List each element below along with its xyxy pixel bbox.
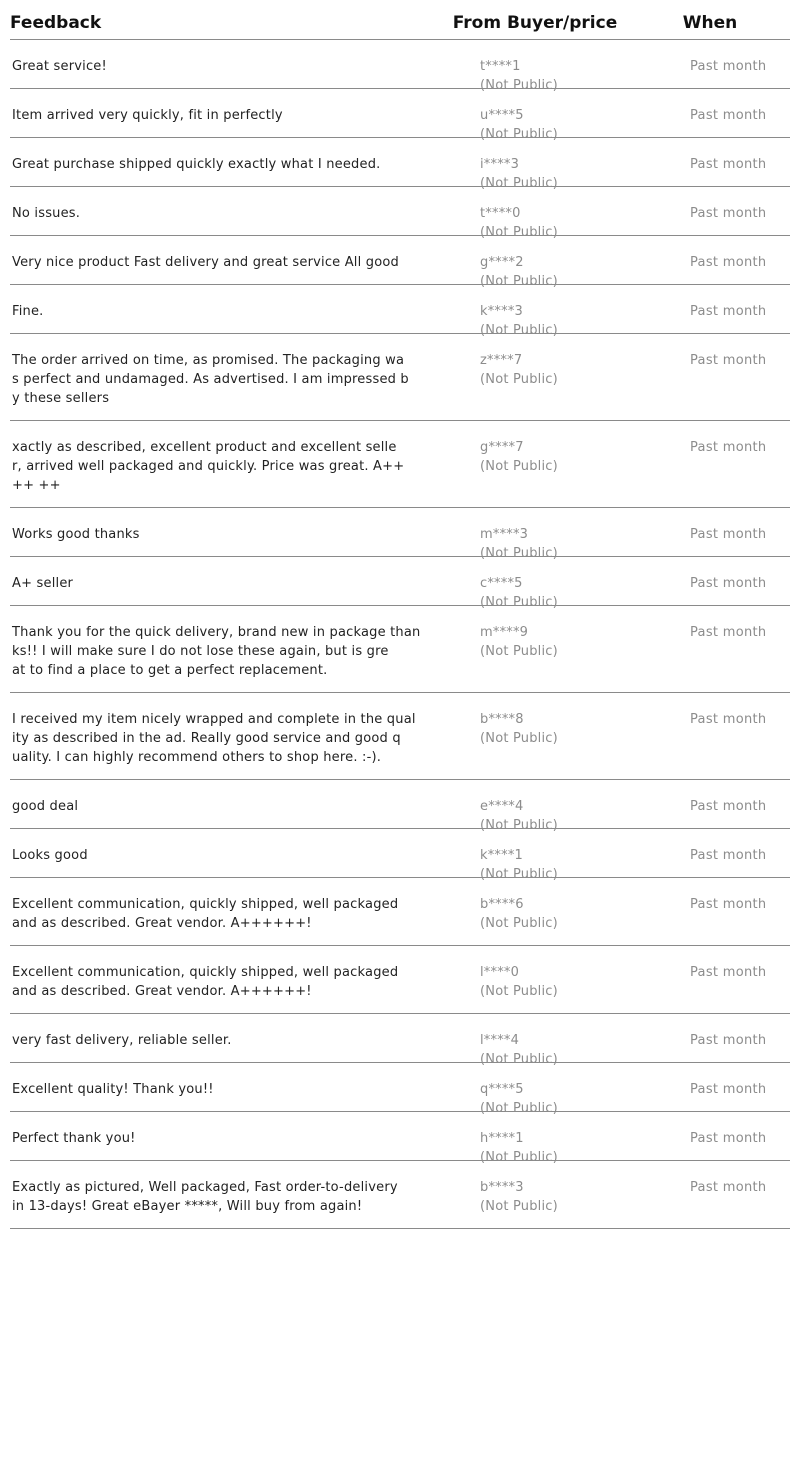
buyer-cell [480, 1063, 690, 1116]
table-row [10, 829, 790, 882]
feedback-text: Works good thanks [12, 527, 140, 542]
buyer-privacy-note: (Not Public) [480, 867, 558, 882]
buyer-privacy-note: (Not Public) [480, 916, 558, 931]
buyer-cell [480, 1112, 690, 1165]
buyer-privacy-note: (Not Public) [480, 595, 558, 610]
buyer-privacy-note: (Not Public) [480, 818, 558, 833]
buyer-privacy-note: (Not Public) [480, 459, 558, 474]
buyer-privacy-note: (Not Public) [480, 274, 558, 289]
feedback-text: A+ seller [12, 576, 74, 591]
table-row [10, 1063, 790, 1116]
buyer-privacy-note: (Not Public) [480, 644, 558, 659]
table-row [10, 1014, 790, 1067]
buyer-privacy-note: (Not Public) [480, 78, 558, 93]
feedback-text: The order arrived on time, as promised. The packaging wa s perfect and undamaged. As advertised. I am impressed b y these sellers [12, 353, 409, 406]
table-row [10, 1112, 790, 1165]
when-text: Past month [690, 576, 767, 591]
buyer-name: t****0 [480, 206, 521, 221]
when-text: Past month [690, 353, 767, 368]
feedback-table [10, 0, 790, 1229]
feedback-text: No issues. [12, 206, 81, 221]
buyer-name: t****1 [480, 59, 521, 74]
table-row [10, 508, 790, 561]
buyer-privacy-note: (Not Public) [480, 1101, 558, 1116]
buyer-cell [480, 40, 690, 93]
buyer-cell [480, 946, 690, 1013]
buyer-name: h****1 [480, 1131, 524, 1146]
feedback-text: Excellent communication, quickly shipped, well packaged and as described. Great vendor. A++++++! [12, 965, 399, 999]
table-row [10, 878, 790, 946]
buyer-name: b****6 [480, 897, 524, 912]
buyer-cell [480, 1014, 690, 1067]
buyer-cell [480, 508, 690, 561]
feedback-text: Great purchase shipped quickly exactly what I needed. [12, 157, 381, 172]
when-text: Past month [690, 527, 767, 542]
table-row [10, 946, 790, 1014]
feedback-text: Excellent communication, quickly shipped, well packaged and as described. Great vendor. A++++++! [12, 897, 399, 931]
table-row [10, 334, 790, 421]
when-text: Past month [690, 255, 767, 270]
buyer-cell [480, 557, 690, 610]
buyer-name: b****3 [480, 1180, 524, 1195]
buyer-cell [480, 1161, 690, 1228]
table-row [10, 780, 790, 833]
feedback-text: Fine. [12, 304, 44, 319]
buyer-cell [480, 606, 690, 692]
buyer-name: g****2 [480, 255, 524, 270]
buyer-privacy-note: (Not Public) [480, 1199, 558, 1214]
header-when: When [682, 13, 738, 33]
feedback-text: Excellent quality! Thank you!! [12, 1082, 214, 1097]
buyer-privacy-note: (Not Public) [480, 1150, 558, 1165]
when-text: Past month [690, 440, 767, 455]
buyer-privacy-note: (Not Public) [480, 225, 558, 240]
buyer-name: i****3 [480, 157, 520, 172]
table-row [10, 606, 790, 693]
when-text: Past month [690, 1131, 767, 1146]
table-row [10, 89, 790, 142]
buyer-name: k****3 [480, 304, 523, 319]
header-feedback: Feedback [10, 13, 102, 33]
buyer-cell [480, 138, 690, 191]
buyer-name: l****4 [480, 1033, 520, 1048]
when-text: Past month [690, 965, 767, 980]
buyer-name: k****1 [480, 848, 523, 863]
table-row [10, 40, 790, 93]
buyer-name: m****3 [480, 527, 529, 542]
buyer-name: u****5 [480, 108, 524, 123]
feedback-text: Exactly as pictured, Well packaged, Fast order-to-delivery in 13-days! Great eBayer *****, Will buy from again! [12, 1180, 398, 1214]
buyer-name: b****8 [480, 712, 524, 727]
buyer-name: g****7 [480, 440, 524, 455]
buyer-cell [480, 693, 690, 779]
buyer-name: m****9 [480, 625, 529, 640]
feedback-text: good deal [12, 799, 79, 814]
when-text: Past month [690, 108, 767, 123]
buyer-cell [480, 421, 690, 507]
table-row [10, 187, 790, 240]
when-text: Past month [690, 206, 767, 221]
table-row [10, 693, 790, 780]
buyer-name: c****5 [480, 576, 523, 591]
buyer-name: e****4 [480, 799, 524, 814]
buyer-name: l****0 [480, 965, 520, 980]
buyer-cell [480, 285, 690, 338]
when-text: Past month [690, 1082, 767, 1097]
when-text: Past month [690, 157, 767, 172]
buyer-cell [480, 878, 690, 945]
when-text: Past month [690, 897, 767, 912]
feedback-text: Perfect thank you! [12, 1131, 136, 1146]
when-text: Past month [690, 848, 767, 863]
buyer-cell [480, 829, 690, 882]
buyer-cell [480, 334, 690, 420]
table-body [10, 40, 790, 1229]
buyer-cell [480, 89, 690, 142]
header-buyer-price: From Buyer/price [452, 13, 618, 33]
table-row [10, 285, 790, 338]
feedback-text: Looks good [12, 848, 88, 863]
when-text: Past month [690, 799, 767, 814]
buyer-name: z****7 [480, 353, 523, 368]
when-text: Past month [690, 1033, 767, 1048]
buyer-privacy-note: (Not Public) [480, 546, 558, 561]
feedback-text: Very nice product Fast delivery and great service All good [12, 255, 399, 270]
buyer-privacy-note: (Not Public) [480, 127, 558, 142]
table-header [10, 0, 790, 40]
when-text: Past month [690, 1180, 767, 1195]
buyer-cell [480, 780, 690, 833]
table-row [10, 421, 790, 508]
feedback-text: xactly as described, excellent product and excellent selle r, arrived well packaged and quickly. Price was great. A++ ++ ++ [12, 440, 405, 493]
when-text: Past month [690, 304, 767, 319]
buyer-cell [480, 187, 690, 240]
table-row [10, 236, 790, 289]
buyer-privacy-note: (Not Public) [480, 372, 558, 387]
feedback-text: Item arrived very quickly, fit in perfectly [12, 108, 283, 123]
when-text: Past month [690, 59, 767, 74]
table-row [10, 557, 790, 610]
feedback-text: very fast delivery, reliable seller. [12, 1033, 232, 1048]
table-row [10, 1161, 790, 1229]
when-text: Past month [690, 625, 767, 640]
when-text: Past month [690, 712, 767, 727]
buyer-privacy-note: (Not Public) [480, 731, 558, 746]
buyer-privacy-note: (Not Public) [480, 323, 558, 338]
buyer-name: q****5 [480, 1082, 524, 1097]
feedback-text: I received my item nicely wrapped and complete in the qual ity as described in the ad. Really good service and good q uality. I can highly recommend others to shop here. :-). [12, 712, 416, 765]
buyer-privacy-note: (Not Public) [480, 176, 558, 191]
table-row [10, 138, 790, 191]
buyer-cell [480, 236, 690, 289]
feedback-text: Great service! [12, 59, 107, 74]
feedback-text: Thank you for the quick delivery, brand new in package than ks!! I will make sure I do not lose these again, but is gre at to find a place to get a perfect replacement. [12, 625, 421, 678]
buyer-privacy-note: (Not Public) [480, 1052, 558, 1067]
buyer-privacy-note: (Not Public) [480, 984, 558, 999]
